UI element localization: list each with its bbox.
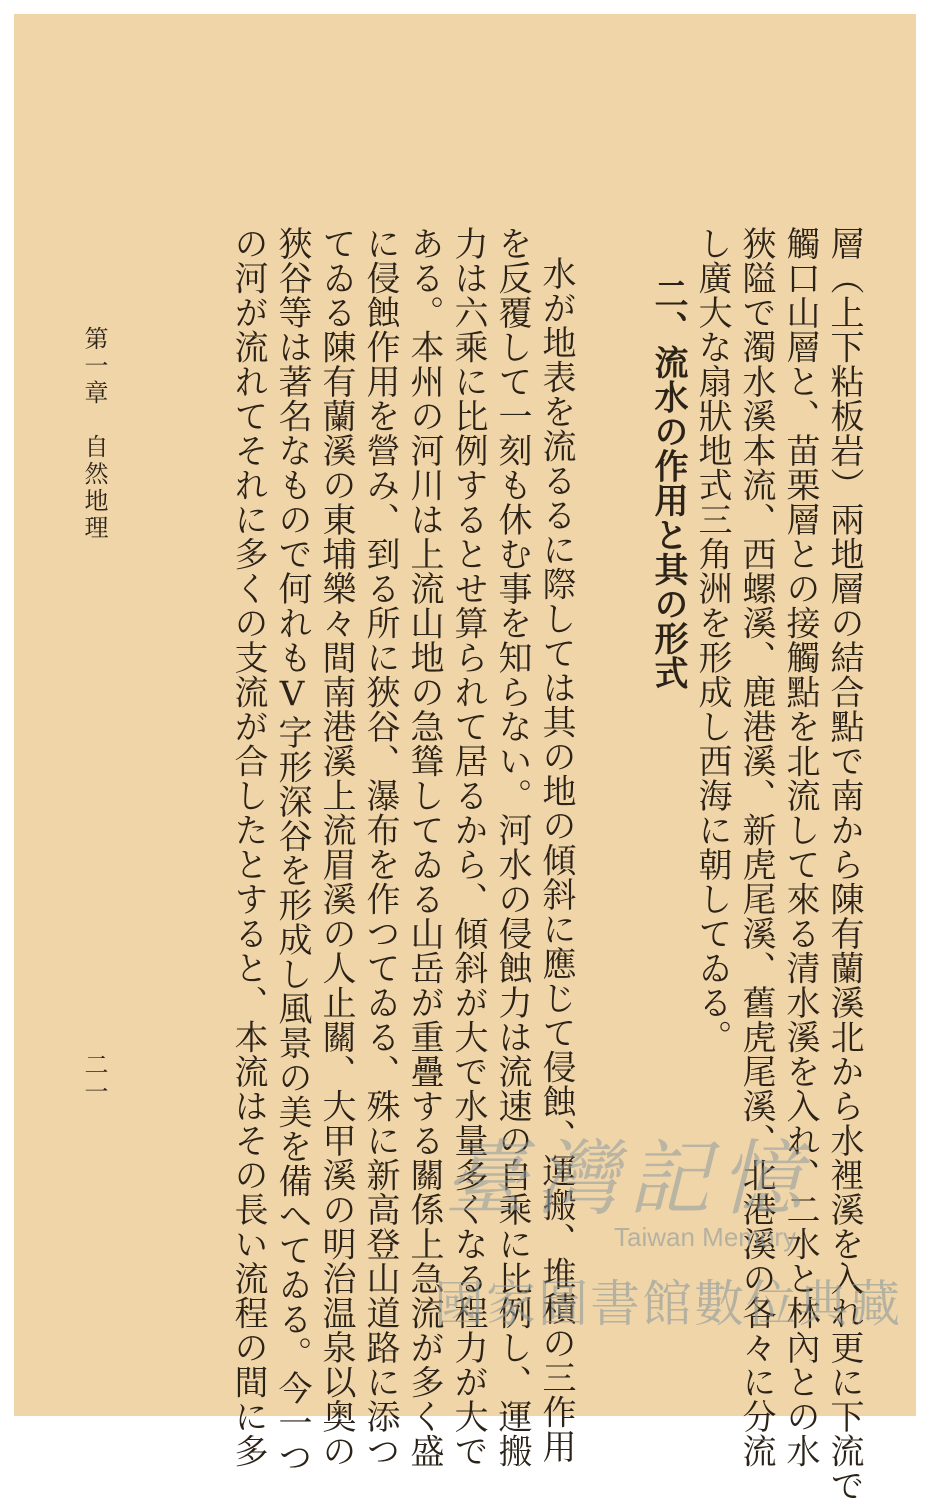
text-column-3: 狹隘で濁水溪本流、西螺溪、鹿港溪、新虎尾溪、舊虎尾溪、北港溪の各々に分流: [736, 226, 776, 1468]
watermark-seal: 臺灣記憶: [444, 1132, 812, 1227]
text-column-11: てゐる陳有蘭溪の東埔樂々間南港溪上流眉溪の人止關、大甲溪の明治温泉以奥の: [316, 226, 356, 1468]
watermark-english: Taiwan Memory: [614, 1222, 797, 1252]
text-column-8: 力は六乘に比例するとせ算られて居るから、傾斜が大で水量多くなる程力が大で: [448, 226, 488, 1468]
text-column-9: ある。本州の河川は上流山地の急聳してゐる山岳が重疊する關係上急流が多く盛: [404, 226, 444, 1468]
section-heading: 二、流水の作用と其の形式: [648, 276, 688, 690]
text-column-2: 觸口山層と、苗栗層との接觸點を北流して來る清水溪を入れ、二水と林內との水: [780, 226, 820, 1468]
text-column-4: し廣大な扇狀地式三角洲を形成し西海に朝してゐる。: [692, 226, 732, 1054]
text-column-12: 狹谷等は著名なもので何れもⅤ字形深谷を形成し風景の美を備へてゐる。今一つ: [272, 226, 312, 1474]
text-column-6: 水が地表を流るるに際しては其の地の傾斜に應じて侵蝕、運搬、堆積の三作用: [536, 256, 576, 1464]
watermark-chinese: 國家圖書館數位典藏: [434, 1275, 902, 1333]
text-column-10: に侵蝕作用を營み、到る所に狹谷、瀑布を作つてゐる、殊に新高登山道路に添つ: [360, 226, 400, 1468]
text-column-13: の河が流れてそれに多くの支流が合したとすると、本流はその長い流程の間に多: [228, 226, 268, 1468]
text-column-7: を反覆して一刻も休む事を知らない。河水の侵蝕力は流速の自乘に比例し、運搬: [492, 226, 532, 1468]
running-head: 第一章 自然地理: [80, 326, 108, 542]
text-column-1: 層（上下粘板岩）兩地層の結合點で南から陳有蘭溪北から水裡溪を入れ更に下流で: [824, 226, 864, 1503]
page-number: 二一: [80, 1052, 108, 1106]
book-page: [14, 14, 916, 1503]
